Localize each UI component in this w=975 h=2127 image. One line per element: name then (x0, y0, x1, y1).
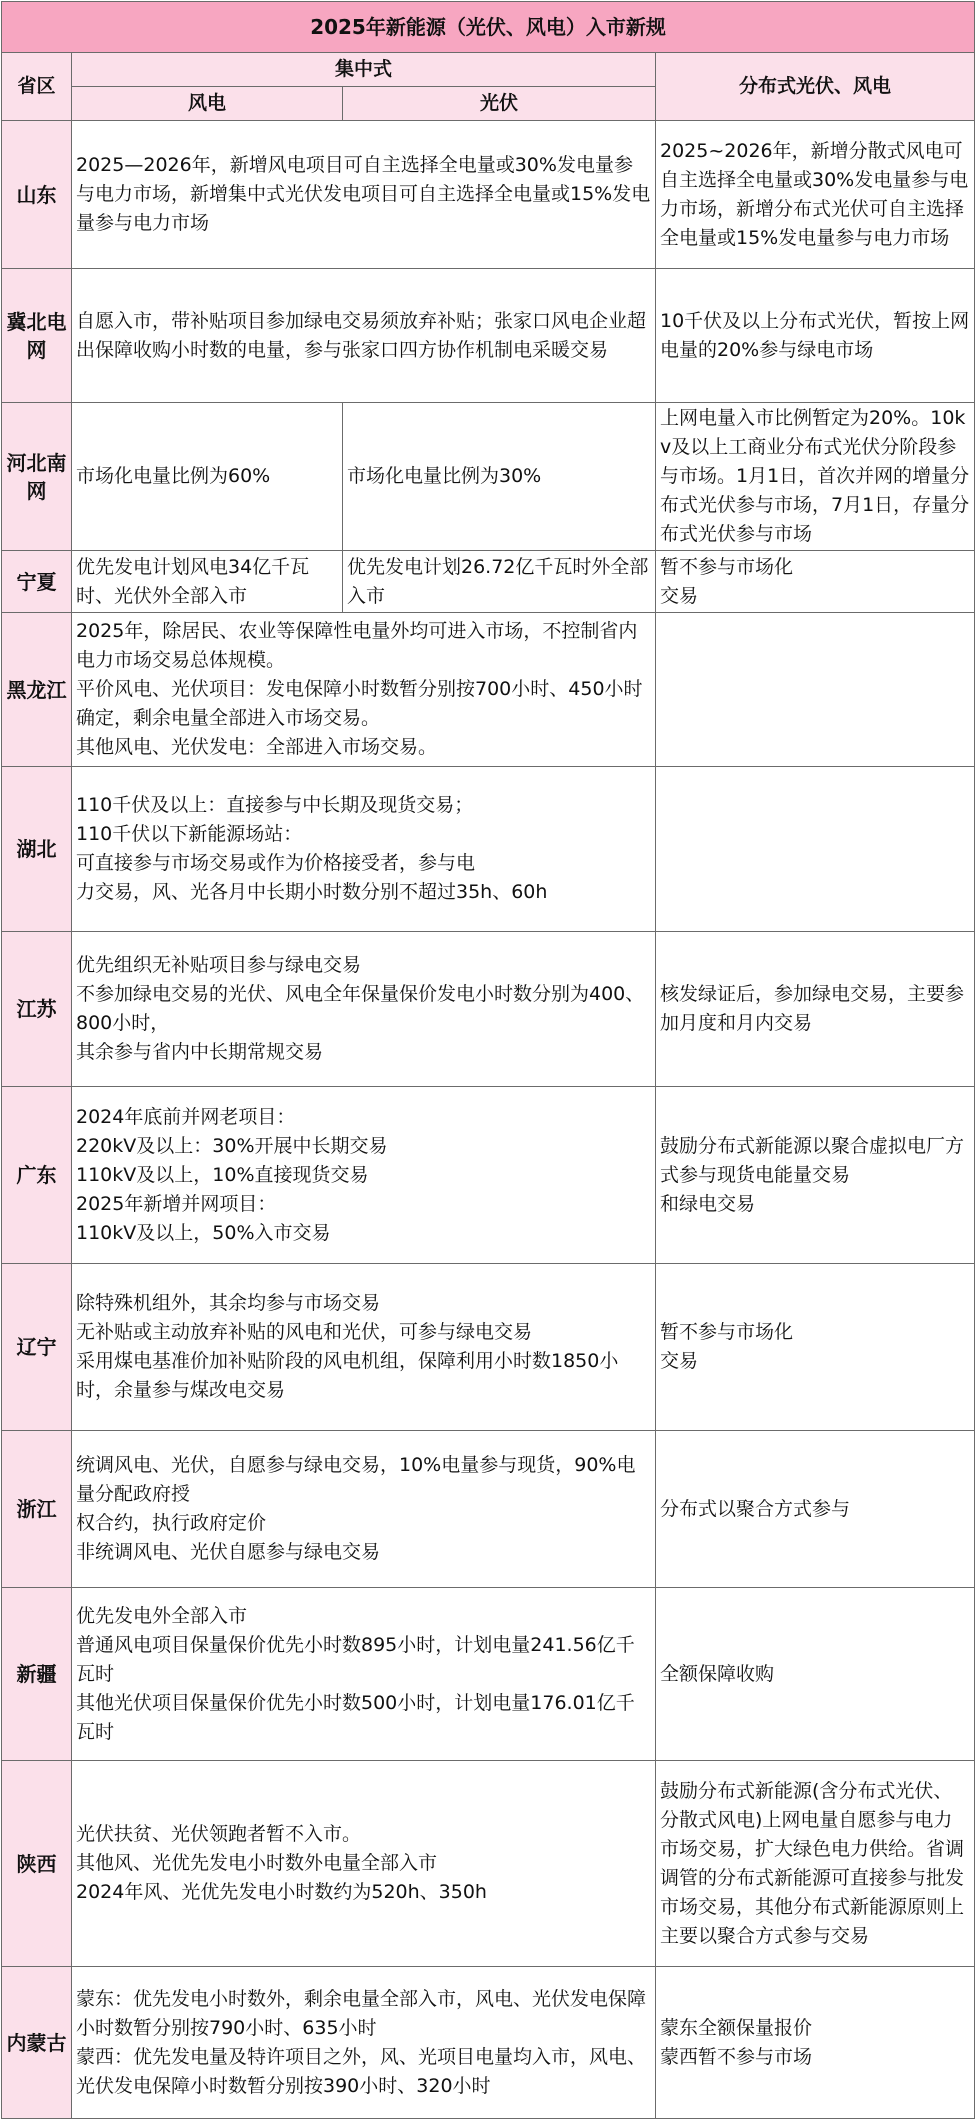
province-cell: 宁夏 (2, 551, 72, 613)
province-cell: 陕西 (2, 1761, 72, 1967)
table-row (2, 1264, 975, 1431)
distributed-cell: 分布式以聚合方式参与 (656, 1431, 975, 1588)
distributed-cell: 10千伏及以上分布式光伏，暂按上网电量的20%参与绿电市场 (656, 269, 975, 403)
centralized-cell: 自愿入市，带补贴项目参加绿电交易须放弃补贴；张家口风电企业超出保障收购小时数的电量，参与张家口四方协作机制电采暖交易 (72, 269, 656, 403)
table-row (2, 269, 975, 403)
centralized-cell: 蒙东：优先发电小时数外，剩余电量全部入市，风电、光伏发电保障小时数暂分别按790小时、635小时 蒙西：优先发电量及特许项目之外，风、光项目电量均入市，风电、光伏发电保障小时数暂分别按390小时、320小时 (72, 1967, 656, 2119)
policy-table (1, 1, 975, 2119)
centralized-cell: 优先组织无补贴项目参与绿电交易 不参加绿电交易的光伏、风电全年保量保价发电小时数分别为400、800小时， 其余参与省内中长期常规交易 (72, 932, 656, 1087)
header-pv: 光伏 (343, 87, 656, 121)
distributed-cell: 暂不参与市场化 交易 (656, 1264, 975, 1431)
table-row (2, 1431, 975, 1588)
table-row (2, 767, 975, 932)
province-cell: 河北南网 (2, 403, 72, 551)
province-cell: 浙江 (2, 1431, 72, 1588)
pv-cell: 优先发电计划26.72亿千瓦时外全部入市 (343, 551, 656, 613)
distributed-cell: 核发绿证后，参加绿电交易，主要参加月度和月内交易 (656, 932, 975, 1087)
header-distributed: 分布式光伏、风电 (656, 53, 975, 121)
table-row (2, 932, 975, 1087)
centralized-cell: 2025—2026年，新增风电项目可自主选择全电量或30%发电量参与电力市场，新增集中式光伏发电项目可自主选择全电量或15%发电量参与电力市场 (72, 121, 656, 269)
centralized-cell: 统调风电、光伏，自愿参与绿电交易，10%电量参与现货，90%电量分配政府授 权合约，执行政府定价 非统调风电、光伏自愿参与绿电交易 (72, 1431, 656, 1588)
distributed-cell: 鼓励分布式新能源以聚合虚拟电厂方式参与现货电能量交易 和绿电交易 (656, 1087, 975, 1264)
distributed-cell: 暂不参与市场化 交易 (656, 551, 975, 613)
distributed-cell: 2025~2026年，新增分散式风电可自主选择全电量或30%发电量参与电力市场，新增分布式光伏可自主选择全电量或15%发电量参与电力市场 (656, 121, 975, 269)
table-row (2, 1761, 975, 1967)
distributed-cell: 全额保障收购 (656, 1588, 975, 1761)
province-cell: 山东 (2, 121, 72, 269)
province-cell: 黑龙江 (2, 613, 72, 767)
province-cell: 广东 (2, 1087, 72, 1264)
centralized-cell: 优先发电外全部入市 普通风电项目保量保价优先小时数895小时，计划电量241.56亿千瓦时 其他光伏项目保量保价优先小时数500小时，计划电量176.01亿千瓦时 (72, 1588, 656, 1761)
header-province: 省区 (2, 53, 72, 121)
distributed-cell: 蒙东全额保量报价 蒙西暂不参与市场 (656, 1967, 975, 2119)
centralized-cell: 光伏扶贫、光伏领跑者暂不入市。 其他风、光优先发电小时数外电量全部入市 2024年风、光优先发电小时数约为520h、350h (72, 1761, 656, 1967)
province-cell: 内蒙古 (2, 1967, 72, 2119)
table-row (2, 121, 975, 269)
province-cell: 新疆 (2, 1588, 72, 1761)
province-cell: 辽宁 (2, 1264, 72, 1431)
table-row (2, 1588, 975, 1761)
centralized-cell: 110千伏及以上：直接参与中长期及现货交易； 110千伏以下新能源场站： 可直接参与市场交易或作为价格接受者，参与电 力交易，风、光各月中长期小时数分别不超过35h、60h (72, 767, 656, 932)
province-cell: 冀北电网 (2, 269, 72, 403)
header-centralized: 集中式 (72, 53, 656, 87)
title-row (2, 2, 975, 53)
centralized-cell: 2025年，除居民、农业等保障性电量外均可进入市场，不控制省内电力市场交易总体规模。 平价风电、光伏项目：发电保障小时数暂分别按700小时、450小时确定，剩余电量全部进入市场交易。 其他风电、光伏发电：全部进入市场交易。 (72, 613, 656, 767)
table-row (2, 613, 975, 767)
table-row (2, 403, 975, 551)
table-row (2, 1967, 975, 2119)
centralized-cell: 2024年底前并网老项目： 220kV及以上：30%开展中长期交易 110kV及以上，10%直接现货交易 2025年新增并网项目： 110kV及以上，50%入市交易 (72, 1087, 656, 1264)
province-cell: 江苏 (2, 932, 72, 1087)
table-row (2, 551, 975, 613)
header-row-1 (2, 53, 975, 87)
distributed-cell (656, 767, 975, 932)
centralized-cell: 除特殊机组外，其余均参与市场交易 无补贴或主动放弃补贴的风电和光伏，可参与绿电交易 采用煤电基准价加补贴阶段的风电机组，保障利用小时数1850小时，余量参与煤改电交易 (72, 1264, 656, 1431)
table-row (2, 1087, 975, 1264)
wind-cell: 市场化电量比例为60% (72, 403, 343, 551)
wind-cell: 优先发电计划风电34亿千瓦时、光伏外全部入市 (72, 551, 343, 613)
pv-cell: 市场化电量比例为30% (343, 403, 656, 551)
province-cell: 湖北 (2, 767, 72, 932)
distributed-cell (656, 613, 975, 767)
distributed-cell: 鼓励分布式新能源(含分布式光伏、分散式风电)上网电量自愿参与电力市场交易，扩大绿色电力供给。省调调管的分布式新能源可直接参与批发市场交易，其他分布式新能源原则上主要以聚合方式参与交易 (656, 1761, 975, 1967)
distributed-cell: 上网电量入市比例暂定为20%。10kv及以上工商业分布式光伏分阶段参与市场。1月1日，首次并网的增量分布式光伏参与市场，7月1日，存量分布式光伏参与市场 (656, 403, 975, 551)
table-title: 2025年新能源（光伏、风电）入市新规 (2, 2, 975, 53)
header-wind: 风电 (72, 87, 343, 121)
